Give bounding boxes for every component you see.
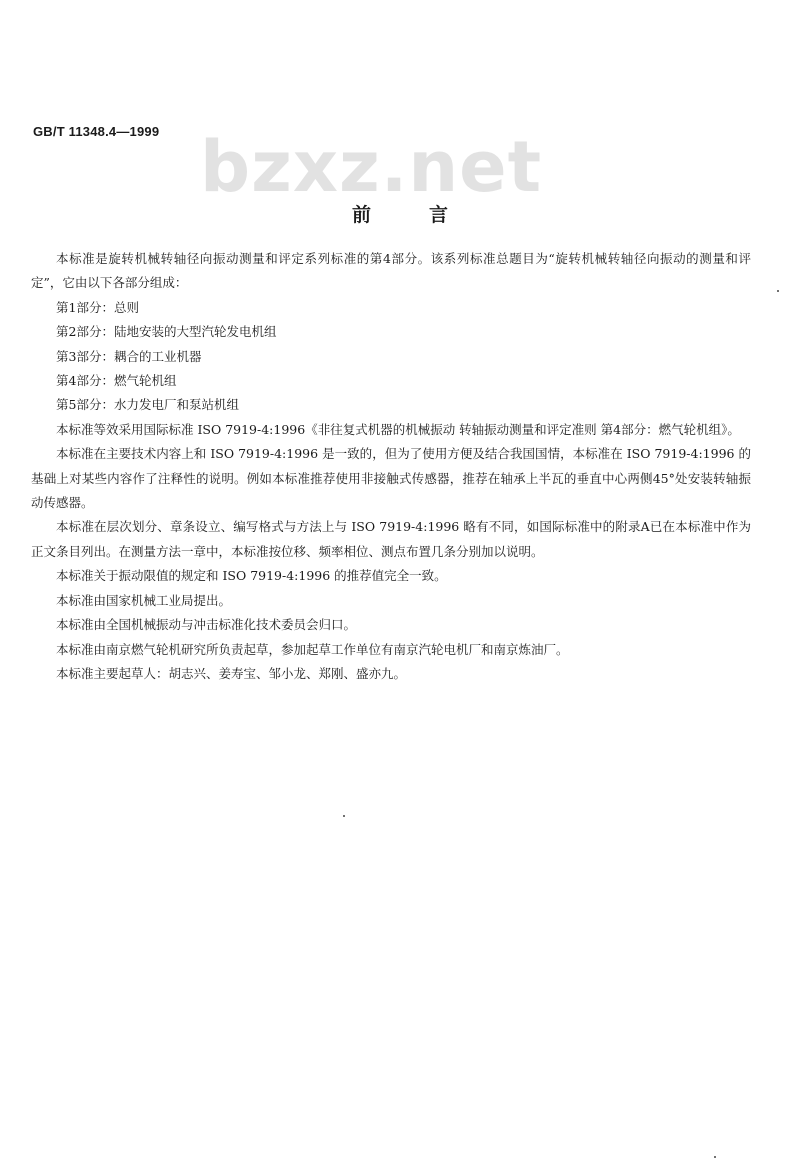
scan-speck	[343, 815, 345, 817]
standard-code: GB/T 11348.4—1999	[33, 124, 160, 139]
part-item-5: 第5部分：水力发电厂和泵站机组	[56, 397, 239, 413]
part-item-2: 第2部分：陆地安装的大型汽轮发电机组	[56, 324, 277, 340]
paragraph-committee: 本标准由全国机械振动与冲击标准化技术委员会归口。	[56, 617, 357, 633]
paragraph-structure: 本标准在层次划分、章条设立、编写格式与方法上与 ISO 7919-4:1996 略有不同，如国际标准中的附录A已在本标准中作为正文条目列出。在测量方法一章中，本标准按位移、频率相位、测点布置几条分别加以说明。	[31, 519, 751, 559]
paragraph-proposer: 本标准由国家机械工业局提出。	[56, 592, 232, 608]
scan-speck	[714, 1156, 716, 1158]
page-title: 前言	[351, 204, 506, 226]
part-item-3: 第3部分：耦合的工业机器	[56, 348, 202, 364]
paragraph-drafters-org: 本标准由南京燃气轮机研究所负责起草，参加起草工作单位有南京汽轮电机厂和南京炼油厂。	[56, 641, 569, 657]
part-item-4: 第4部分：燃气轮机组	[56, 373, 177, 389]
foreword-body	[31, 247, 751, 686]
paragraph-intro: 本标准是旋转机械转轴径向振动测量和评定系列标准的第4部分。该系列标准总题目为“旋转机械转轴径向振动的测量和评定”，它由以下各部分组成：	[31, 251, 751, 291]
paragraph-equivalence: 本标准等效采用国际标准 ISO 7919-4:1996《非往复式机器的机械振动 转轴振动测量和评定准则 第4部分：燃气轮机组》。	[56, 421, 740, 437]
part-item-1: 第1部分：总则	[56, 299, 139, 315]
paragraph-drafters: 本标准主要起草人：胡志兴、姜寿宝、邹小龙、郑刚、盛亦九。	[56, 665, 407, 681]
paragraph-technical-content: 本标准在主要技术内容上和 ISO 7919-4:1996 是一致的，但为了使用方便及结合我国国情，本标准在 ISO 7919-4:1996 的基础上对某些内容作了注释性的说明。例如本标准推荐使用非接触式传感器，推荐在轴承上半瓦的垂直中心两侧45°处安装转轴振动传感器。	[31, 446, 751, 511]
watermark: bzxz.net	[200, 126, 543, 208]
scan-speck	[777, 290, 779, 292]
paragraph-limits: 本标准关于振动限值的规定和 ISO 7919-4:1996 的推荐值完全一致。	[56, 568, 447, 584]
